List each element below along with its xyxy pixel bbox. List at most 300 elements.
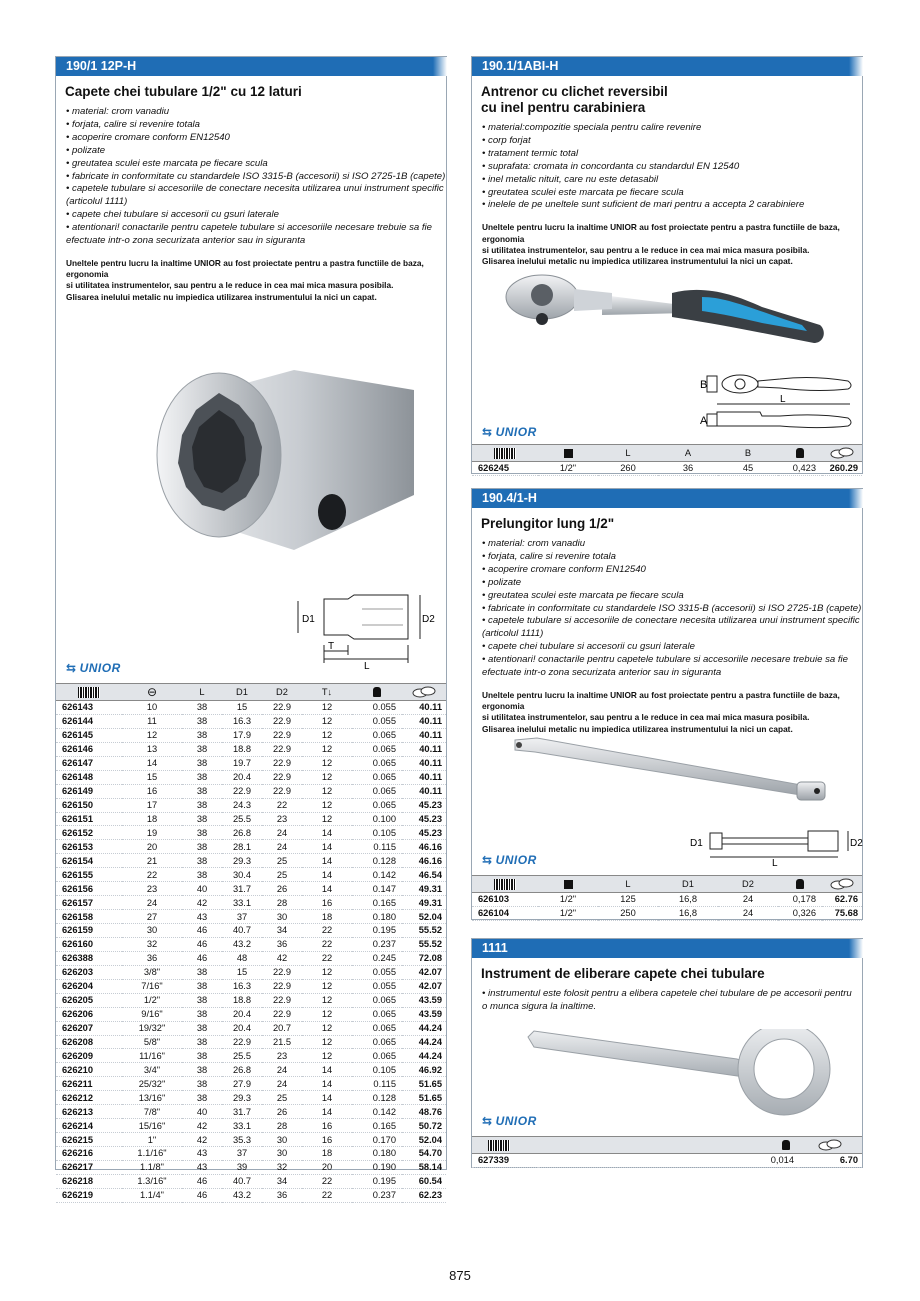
- spec-cell: 46: [182, 937, 222, 951]
- release-tool-spec-table: [472, 1136, 862, 1168]
- price-cell: 62.76: [822, 893, 862, 907]
- price-cell: 58.14: [402, 1160, 446, 1174]
- spec-cell: 16.3: [222, 714, 262, 728]
- weight-cell: 0.115: [352, 840, 402, 854]
- unior-logo: ⇆ UNIOR: [66, 661, 121, 675]
- weight-cell: 0,326: [778, 906, 822, 920]
- spec-cell: 46: [182, 1174, 222, 1188]
- spec-cell: 38: [182, 993, 222, 1007]
- text-line: • forjata, calire si revenire totala: [66, 118, 200, 130]
- spec-cell: 1/2": [538, 906, 598, 920]
- b-label: B: [700, 379, 708, 391]
- weight-cell: 0.055: [352, 701, 402, 715]
- spec-cell: 10: [122, 701, 182, 715]
- spec-cell: 22.9: [262, 701, 302, 715]
- spec-cell: 18: [302, 1147, 352, 1161]
- price-coins-icon: [818, 1139, 842, 1151]
- price-cell: 42.07: [402, 979, 446, 993]
- text-line: Glisarea inelului metalic nu impiedica utilizarea instrumentului la nici un capat.: [482, 723, 793, 734]
- text-line: efectuate intr-o zona securizata anterior sau in siguranta: [482, 667, 722, 679]
- l-label: L: [364, 661, 370, 669]
- price-cell: 75.68: [822, 906, 862, 920]
- product-code-cell: 626149: [56, 784, 122, 798]
- text-line: efectuate intr-o zona securizata anterior sau in siguranta: [66, 235, 306, 247]
- col-l: L: [598, 445, 658, 462]
- table-row: [56, 701, 446, 715]
- price-coins-icon: [830, 878, 854, 890]
- spec-cell: 16: [302, 1133, 352, 1147]
- spec-cell: 12: [302, 812, 352, 826]
- spec-cell: 40: [182, 1105, 222, 1119]
- spec-cell: 29.3: [222, 1091, 262, 1105]
- spec-cell: 19: [122, 826, 182, 840]
- table-row: [56, 728, 446, 742]
- depth-t-icon: T↓: [321, 687, 333, 697]
- price-cell: 46.16: [402, 854, 446, 868]
- l-label: L: [780, 394, 786, 405]
- weight-cell: 0.195: [352, 1174, 402, 1188]
- spec-cell: 30: [122, 924, 182, 938]
- d2-label: D2: [422, 614, 435, 625]
- weight-cell: 0.237: [352, 1188, 402, 1202]
- text-line: si utilitatea instrumentelor, sau pentru a le reduce in cea mai mica masura posibila.: [482, 712, 810, 723]
- table-row: [56, 1160, 446, 1174]
- spec-cell: 24: [718, 906, 778, 920]
- spec-cell: 42: [182, 1133, 222, 1147]
- table-row: [56, 896, 446, 910]
- extension-dimension-drawing: [688, 827, 863, 867]
- spec-cell: 26.8: [222, 826, 262, 840]
- work-at-height-note: [482, 690, 854, 735]
- ratchet-photo: [502, 265, 832, 370]
- spec-cell: 14: [302, 1091, 352, 1105]
- socket-spec-table: [56, 683, 446, 1203]
- price-cell: 40.11: [402, 728, 446, 742]
- weight-cell: 0.065: [352, 798, 402, 812]
- text-line: Uneltele pentru lucru la inaltime UNIOR au fost proiectate pentru a pastra functiile de baza, ergonomia: [482, 222, 840, 244]
- price-cell: 46.92: [402, 1063, 446, 1077]
- spec-cell: 36: [262, 1188, 302, 1202]
- spec-cell: 26.8: [222, 1063, 262, 1077]
- table-row: [472, 906, 862, 920]
- spec-cell: 31.7: [222, 882, 262, 896]
- extension-spec-table: [472, 875, 862, 921]
- spec-cell: 14: [302, 1063, 352, 1077]
- price-cell: 44.24: [402, 1049, 446, 1063]
- spec-cell: 38: [182, 770, 222, 784]
- spec-cell: 25: [262, 854, 302, 868]
- spec-cell: 22: [302, 937, 352, 951]
- spec-cell: 125: [598, 893, 658, 907]
- product-code-cell: 626205: [56, 993, 122, 1007]
- product-code-bar: 190/1 12P-H: [56, 57, 446, 76]
- price-cell: 43.59: [402, 1007, 446, 1021]
- socket-dimension-drawing: [288, 587, 438, 669]
- price-cell: 260.29: [822, 462, 862, 476]
- product-code-cell: 626218: [56, 1174, 122, 1188]
- weight-cell: 0.065: [352, 1035, 402, 1049]
- spec-cell: 24: [718, 893, 778, 907]
- price-cell: 51.65: [402, 1077, 446, 1091]
- spec-cell: 14: [302, 854, 352, 868]
- price-cell: 6.70: [798, 1154, 862, 1168]
- product-code-cell: 626207: [56, 1021, 122, 1035]
- weight-cell: 0.165: [352, 1119, 402, 1133]
- spec-cell: 15: [122, 770, 182, 784]
- spec-cell: 14: [302, 840, 352, 854]
- spec-cell: 14: [302, 826, 352, 840]
- work-at-height-note: [482, 222, 854, 267]
- spec-cell: 12: [302, 714, 352, 728]
- extension-photo: [507, 734, 837, 804]
- text-line: • greutatea sculei este marcata pe fiecare scula: [66, 157, 268, 169]
- spec-cell: 22.9: [262, 714, 302, 728]
- product-code-cell: 626146: [56, 742, 122, 756]
- spec-cell: 24: [262, 1063, 302, 1077]
- spec-cell: 22.9: [262, 770, 302, 784]
- spec-cell: 22: [302, 924, 352, 938]
- spec-cell: 20: [302, 1160, 352, 1174]
- price-cell: 49.31: [402, 882, 446, 896]
- spec-cell: 33.1: [222, 1119, 262, 1133]
- spec-cell: 19.7: [222, 756, 262, 770]
- product-code-cell: 626104: [472, 906, 538, 920]
- spec-cell: 13/16": [122, 1091, 182, 1105]
- spec-cell: 37: [222, 910, 262, 924]
- d2-label: D2: [850, 838, 863, 849]
- spec-cell: 22.9: [262, 728, 302, 742]
- product-code-cell: 626152: [56, 826, 122, 840]
- weight-cell: 0.065: [352, 770, 402, 784]
- table-row: [56, 812, 446, 826]
- spec-cell: 25.5: [222, 1049, 262, 1063]
- spec-cell: 38: [182, 812, 222, 826]
- spec-cell: 48: [222, 951, 262, 965]
- spec-cell: 46: [182, 924, 222, 938]
- spec-cell: 5/8": [122, 1035, 182, 1049]
- spec-cell: 22.9: [262, 742, 302, 756]
- text-line: si utilitatea instrumentelor, sau pentru a le reduce in cea mai mica masura posibila.: [482, 244, 810, 255]
- price-cell: 45.23: [402, 826, 446, 840]
- spec-cell: 14: [302, 1105, 352, 1119]
- weight-cell: 0.128: [352, 854, 402, 868]
- product-code-bar: 190.4/1-H: [472, 489, 862, 508]
- spec-cell: 38: [182, 1077, 222, 1091]
- spec-cell: 16: [122, 784, 182, 798]
- spec-cell: 38: [182, 826, 222, 840]
- spec-cell: 22.9: [222, 1035, 262, 1049]
- table-row: [56, 756, 446, 770]
- spec-cell: 22.9: [262, 993, 302, 1007]
- price-cell: 44.24: [402, 1035, 446, 1049]
- weight-cell: 0.065: [352, 1049, 402, 1063]
- col-d2: D2: [718, 876, 778, 893]
- spec-cell: 43: [182, 1147, 222, 1161]
- price-cell: 48.76: [402, 1105, 446, 1119]
- product-code-cell: 626208: [56, 1035, 122, 1049]
- hex-size-icon: ⊖: [146, 685, 158, 699]
- spec-cell: 22: [122, 868, 182, 882]
- weight-cell: 0.055: [352, 979, 402, 993]
- release-tool-photo: [522, 1029, 842, 1129]
- text-line: • acoperire cromare conform EN12540: [482, 563, 646, 575]
- table-row: [56, 1021, 446, 1035]
- unior-logo: ⇆ UNIOR: [482, 425, 537, 439]
- table-row: [56, 798, 446, 812]
- spec-cell: 30: [262, 910, 302, 924]
- spec-cell: 38: [182, 1063, 222, 1077]
- spec-cell: 25/32": [122, 1077, 182, 1091]
- spec-cell: 21: [122, 854, 182, 868]
- spec-cell: 38: [182, 701, 222, 715]
- weight-cell: 0.055: [352, 714, 402, 728]
- spec-cell: 26: [262, 1105, 302, 1119]
- product-code-cell: 626213: [56, 1105, 122, 1119]
- ratchet-dimension-drawing: [700, 372, 860, 438]
- table-row: [56, 714, 446, 728]
- table-row: [56, 770, 446, 784]
- product-code-cell: 626154: [56, 854, 122, 868]
- spec-cell: 30: [262, 1133, 302, 1147]
- text-line: (articolul 1111): [482, 628, 544, 640]
- spec-cell: 14: [302, 882, 352, 896]
- table-row: [56, 1147, 446, 1161]
- weight-cell: 0.100: [352, 812, 402, 826]
- table-row: [472, 893, 862, 907]
- spec-cell: 24.3: [222, 798, 262, 812]
- price-cell: 45.23: [402, 798, 446, 812]
- table-row: [56, 1188, 446, 1202]
- spec-cell: 28.1: [222, 840, 262, 854]
- price-cell: 51.65: [402, 1091, 446, 1105]
- spec-cell: 24: [262, 1077, 302, 1091]
- spec-cell: 38: [182, 840, 222, 854]
- spec-cell: 22.9: [262, 979, 302, 993]
- text-line: • capetele tubulare si accesoriile de conectare necesita utilizarea unui instrument specific: [482, 615, 860, 627]
- unior-logo: ⇆ UNIOR: [482, 1114, 537, 1128]
- text-line: • capetele tubulare si accesoriile de conectare necesita utilizarea unui instrument specific: [66, 183, 444, 195]
- product-panel-ratchet: [471, 56, 863, 474]
- product-code-cell: 626156: [56, 882, 122, 896]
- spec-cell: 1/2": [538, 893, 598, 907]
- spec-cell: 260: [598, 462, 658, 476]
- col-b: B: [718, 445, 778, 462]
- spec-cell: 19/32": [122, 1021, 182, 1035]
- spec-cell: 38: [182, 742, 222, 756]
- spec-cell: 38: [182, 979, 222, 993]
- text-line: • polizate: [66, 144, 106, 156]
- weight-icon: [782, 1140, 790, 1150]
- product-title: Instrument de eliberare capete chei tubulare: [481, 966, 765, 981]
- col-a: A: [658, 445, 718, 462]
- spec-cell: 1.3/16": [122, 1174, 182, 1188]
- d1-label: D1: [690, 838, 703, 849]
- spec-cell: 17: [122, 798, 182, 812]
- weight-cell: 0.105: [352, 826, 402, 840]
- price-cell: 54.70: [402, 1147, 446, 1161]
- spec-cell: 18.8: [222, 742, 262, 756]
- spec-cell: 7/8": [122, 1105, 182, 1119]
- weight-cell: 0.142: [352, 1105, 402, 1119]
- spec-cell: 17.9: [222, 728, 262, 742]
- spec-cell: 35.3: [222, 1133, 262, 1147]
- weight-icon: [796, 879, 804, 889]
- spec-cell: 22: [302, 1174, 352, 1188]
- text-line: • acoperire cromare conform EN12540: [66, 131, 230, 143]
- spec-cell: 26: [262, 882, 302, 896]
- col-d2: D2: [262, 684, 302, 701]
- price-cell: 60.54: [402, 1174, 446, 1188]
- spec-cell: 18: [302, 910, 352, 924]
- product-code-cell: 626157: [56, 896, 122, 910]
- spec-cell: 25: [262, 868, 302, 882]
- price-cell: 72.08: [402, 951, 446, 965]
- spec-cell: 42: [262, 951, 302, 965]
- weight-cell: 0,423: [778, 462, 822, 476]
- weight-cell: 0.065: [352, 756, 402, 770]
- spec-cell: 13: [122, 742, 182, 756]
- spec-cell: 15: [222, 965, 262, 979]
- spec-cell: 36: [262, 937, 302, 951]
- spec-cell: 46: [182, 951, 222, 965]
- weight-cell: 0.245: [352, 951, 402, 965]
- weight-cell: 0.055: [352, 965, 402, 979]
- text-line: • capete chei tubulare si accesorii cu gsuri laterale: [66, 209, 279, 221]
- spec-cell: 30.4: [222, 868, 262, 882]
- price-cell: 52.04: [402, 1133, 446, 1147]
- spec-cell: 32: [262, 1160, 302, 1174]
- product-title: Capete chei tubulare 1/2" cu 12 laturi: [65, 84, 302, 99]
- text-line: • inel metalic nituit, care nu este detasabil: [482, 173, 659, 185]
- unior-logo: ⇆ UNIOR: [482, 853, 537, 867]
- spec-cell: 3/4": [122, 1063, 182, 1077]
- spec-cell: 20.4: [222, 1021, 262, 1035]
- product-code-cell: 626158: [56, 910, 122, 924]
- text-line: • instrumentul este folosit pentru a elibera capetele chei tubulare de pe accesorii pentru: [482, 988, 852, 999]
- product-code-cell: 626144: [56, 714, 122, 728]
- spec-cell: 14: [302, 1077, 352, 1091]
- price-cell: 62.23: [402, 1188, 446, 1202]
- price-cell: 52.04: [402, 910, 446, 924]
- table-row: [56, 924, 446, 938]
- spec-cell: 12: [302, 1035, 352, 1049]
- weight-icon: [796, 448, 804, 458]
- text-line: Uneltele pentru lucru la inaltime UNIOR au fost proiectate pentru a pastra functiile de baza, ergonomia: [66, 257, 424, 280]
- spec-cell: 25.5: [222, 812, 262, 826]
- barcode-icon: [78, 687, 100, 698]
- t-label: T: [328, 641, 335, 652]
- spec-cell: 38: [182, 784, 222, 798]
- spec-cell: 43.2: [222, 1188, 262, 1202]
- product-code-cell: 627339: [472, 1154, 538, 1168]
- spec-cell: 29.3: [222, 854, 262, 868]
- spec-cell: 14: [302, 868, 352, 882]
- feature-list: [482, 122, 854, 212]
- spec-cell: 38: [182, 756, 222, 770]
- spec-cell: 12: [302, 1021, 352, 1035]
- product-code-cell: 626210: [56, 1063, 122, 1077]
- table-row: [56, 784, 446, 798]
- product-code-cell: 626159: [56, 924, 122, 938]
- spec-cell: 12: [302, 784, 352, 798]
- spec-cell: 15/16": [122, 1119, 182, 1133]
- text-line: o munca sigura la inaltime.: [482, 1000, 597, 1012]
- product-code-cell: 626147: [56, 756, 122, 770]
- spec-cell: 36: [122, 951, 182, 965]
- spec-cell: 21.5: [262, 1035, 302, 1049]
- spec-cell: 23: [262, 812, 302, 826]
- spec-cell: 38: [182, 1021, 222, 1035]
- weight-cell: 0.142: [352, 868, 402, 882]
- spec-cell: 1.1/8": [122, 1160, 182, 1174]
- spec-cell: 12: [302, 993, 352, 1007]
- spec-cell: 1": [122, 1133, 182, 1147]
- spec-cell: 39: [222, 1160, 262, 1174]
- spec-cell: 16,8: [658, 906, 718, 920]
- l-label: L: [772, 858, 778, 867]
- weight-cell: 0.065: [352, 728, 402, 742]
- spec-cell: 11: [122, 714, 182, 728]
- table-row: [472, 462, 862, 476]
- spec-cell: 22: [262, 798, 302, 812]
- spec-cell: 16: [302, 1119, 352, 1133]
- ratchet-spec-table: [472, 444, 862, 476]
- text-line: • material: crom vanadiu: [482, 538, 586, 549]
- spec-cell: 38: [182, 854, 222, 868]
- barcode-icon: [494, 448, 516, 459]
- spec-cell: 1.1/16": [122, 1147, 182, 1161]
- weight-cell: 0.147: [352, 882, 402, 896]
- spec-cell: 12: [302, 756, 352, 770]
- spec-cell: 14: [122, 756, 182, 770]
- spec-cell: 38: [182, 1049, 222, 1063]
- spec-cell: 40.7: [222, 924, 262, 938]
- spec-cell: 42: [182, 896, 222, 910]
- spec-cell: 12: [302, 979, 352, 993]
- spec-cell: 12: [302, 770, 352, 784]
- product-code-cell: 626150: [56, 798, 122, 812]
- spec-cell: 27: [122, 910, 182, 924]
- table-row: [56, 937, 446, 951]
- weight-cell: 0.128: [352, 1091, 402, 1105]
- weight-cell: 0.180: [352, 1147, 402, 1161]
- table-row: [56, 1119, 446, 1133]
- product-code-cell: 626212: [56, 1091, 122, 1105]
- text-line: Glisarea inelului metalic nu impiedica utilizarea instrumentului la nici un capat.: [482, 255, 793, 266]
- product-code-cell: 626209: [56, 1049, 122, 1063]
- weight-cell: 0.237: [352, 937, 402, 951]
- spec-cell: 22.9: [262, 756, 302, 770]
- barcode-icon: [488, 1140, 510, 1151]
- text-line: • capete chei tubulare si accesorii cu gsuri laterale: [482, 641, 695, 653]
- col-d1: D1: [222, 684, 262, 701]
- spec-cell: 43: [182, 910, 222, 924]
- spec-cell: 38: [182, 1007, 222, 1021]
- text-line: • atentionari! conactarile pentru capetele tubulare si accesoriile necesare trebuie sa fie: [482, 654, 849, 666]
- text-line: • tratament termic total: [482, 147, 579, 159]
- weight-cell: 0,014: [538, 1154, 798, 1168]
- feature-list: [66, 106, 446, 248]
- table-row: [56, 1007, 446, 1021]
- weight-cell: 0.165: [352, 896, 402, 910]
- spec-cell: 15: [222, 701, 262, 715]
- spec-cell: 11/16": [122, 1049, 182, 1063]
- table-row: [56, 979, 446, 993]
- text-line: • forjata, calire si revenire totala: [482, 550, 616, 562]
- spec-cell: 12: [302, 742, 352, 756]
- spec-cell: 16: [302, 896, 352, 910]
- spec-cell: 38: [182, 714, 222, 728]
